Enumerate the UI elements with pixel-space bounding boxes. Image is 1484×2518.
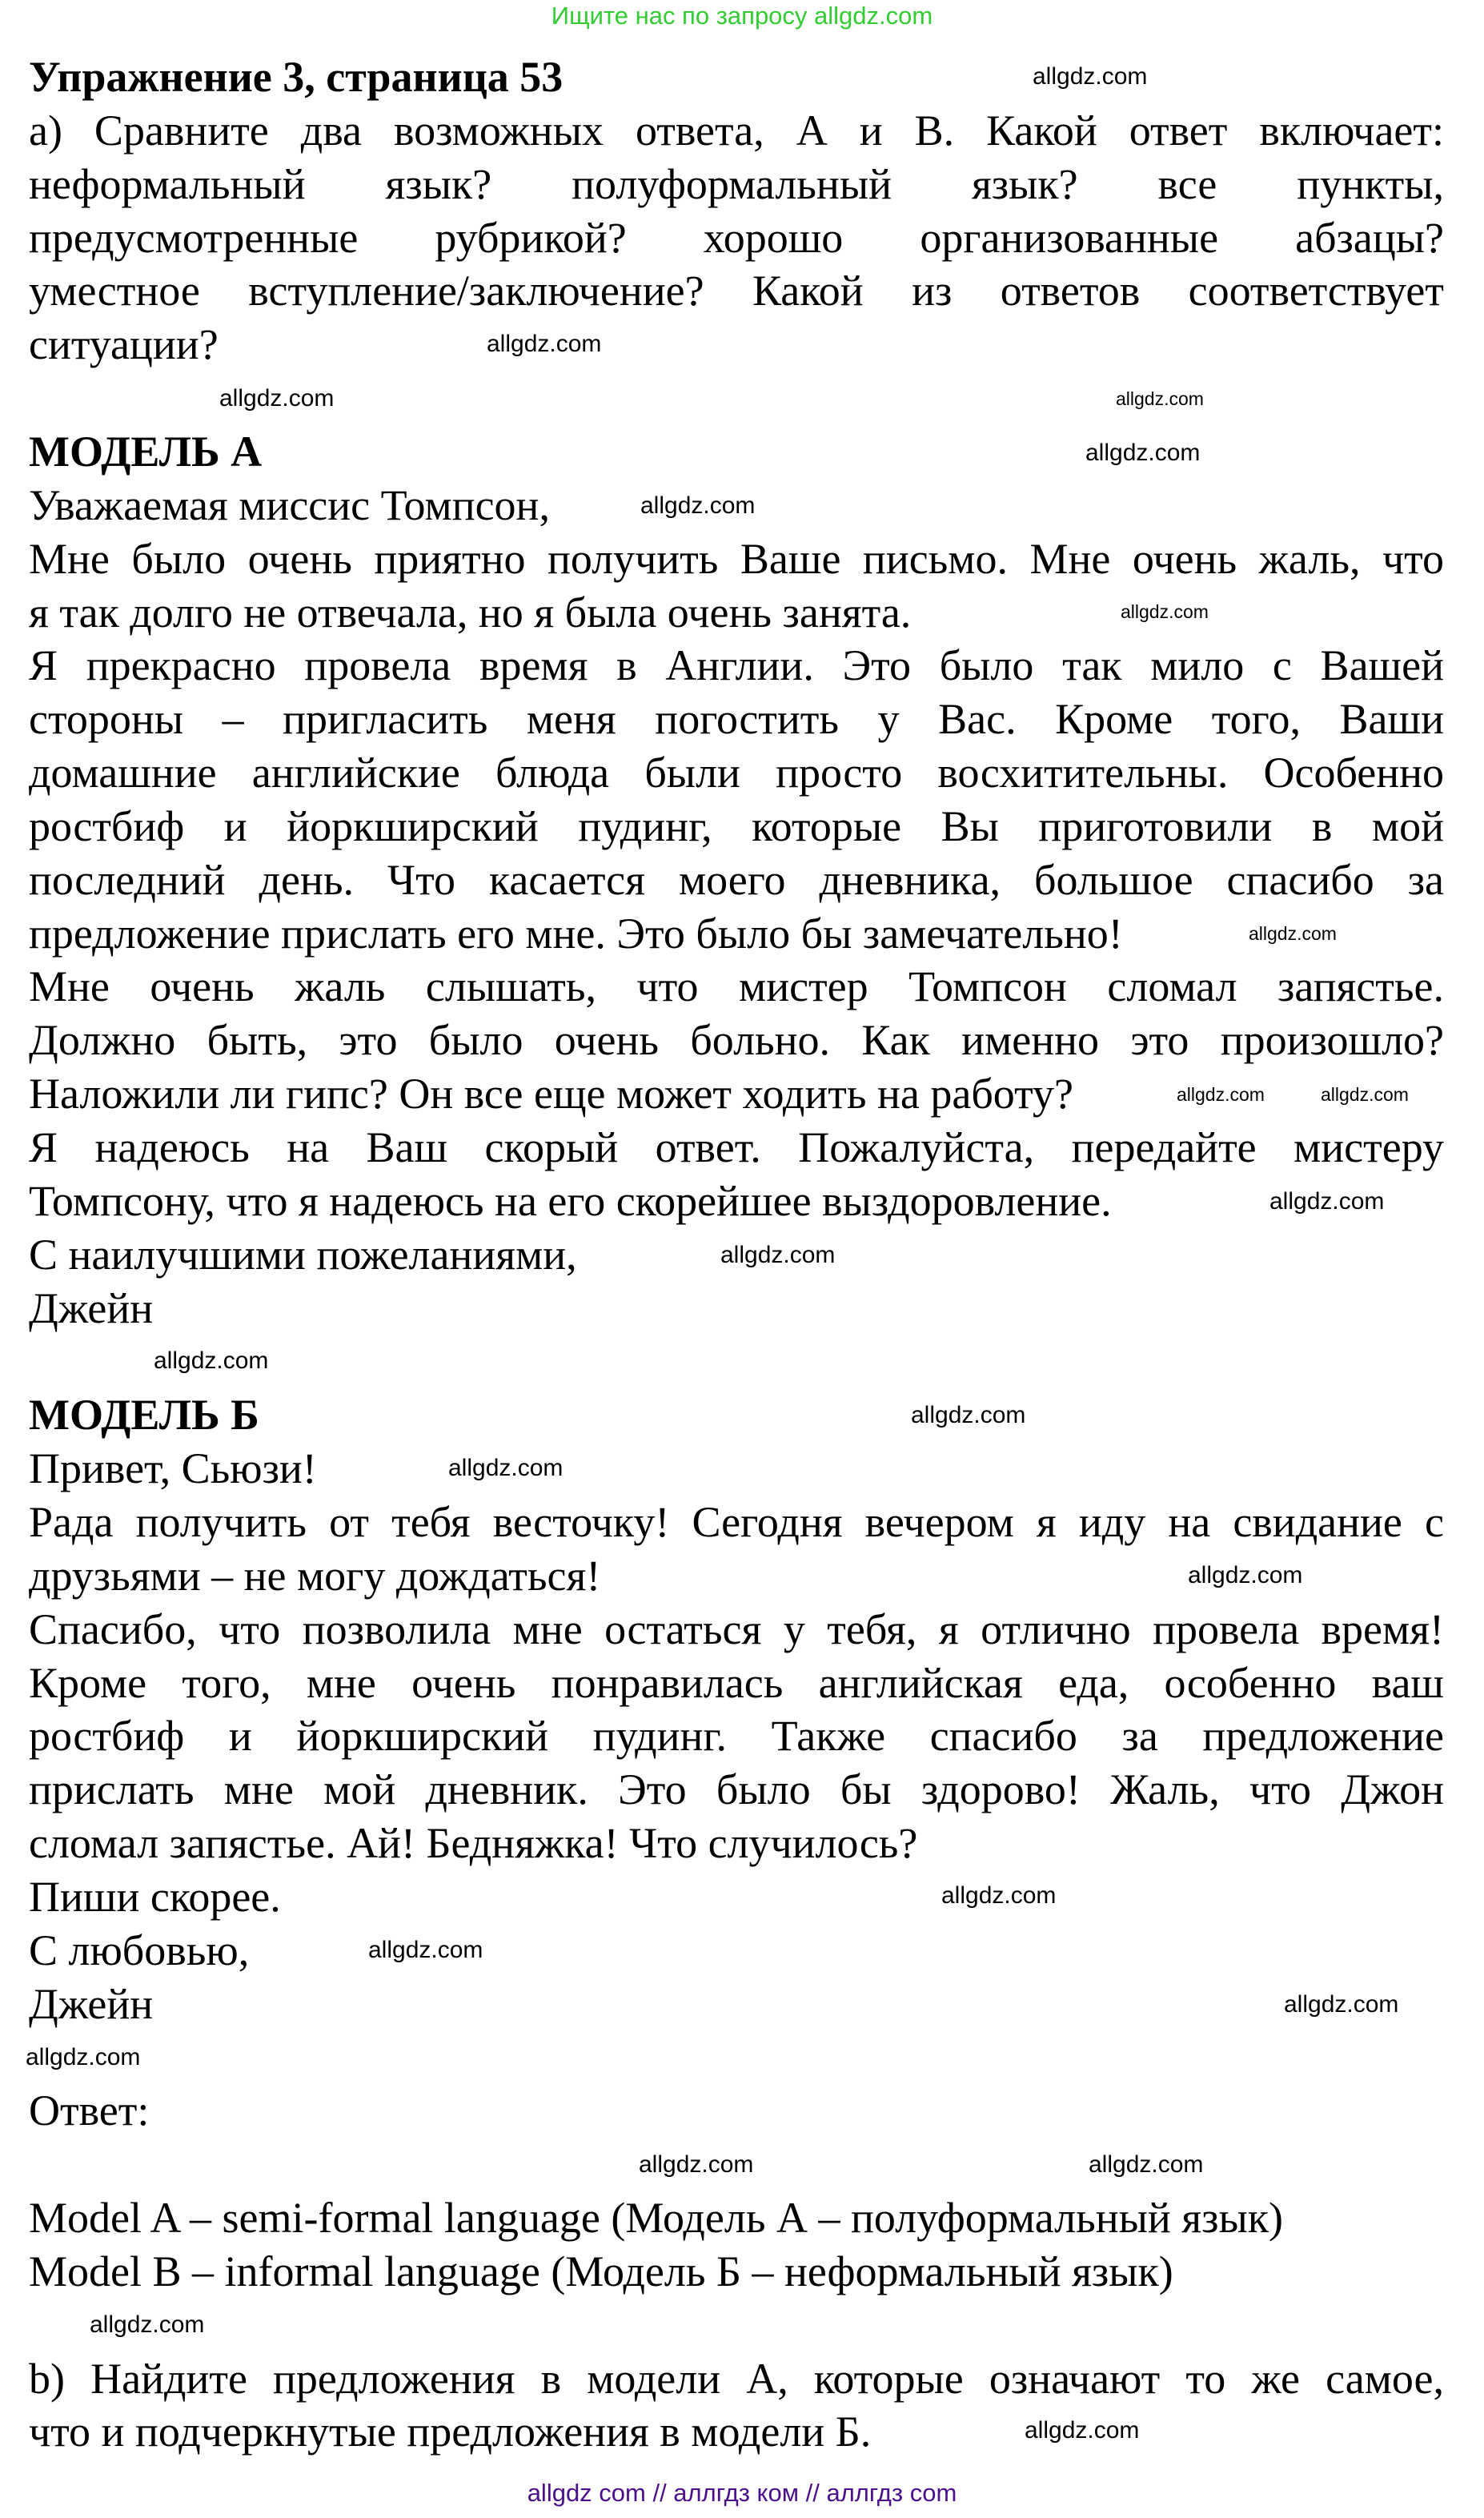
section-heading: МОДЕЛЬ А xyxy=(29,427,263,476)
text-line: Рада получить от тебя весточку! Сегодня вечером я иду на свидание с xyxy=(29,1497,1444,1546)
text-line: Джейн xyxy=(29,1283,154,1332)
text-line: Томпсону, что я надеюсь на его скорейшее выздоровление. xyxy=(29,1176,1112,1225)
text-line: Джейн xyxy=(29,1979,154,2028)
watermark: allgdz.com xyxy=(1188,1562,1303,1588)
watermark: allgdz.com xyxy=(720,1242,836,1268)
text-line: Ответ: xyxy=(29,2086,150,2135)
watermark: allgdz.com xyxy=(941,1882,1057,1909)
watermark: allgdz.com xyxy=(1321,1084,1409,1105)
text-line: Должно быть, это было очень больно. Как именно это произошло? xyxy=(29,1016,1444,1065)
text-line: сломал запястье. Ай! Бедняжка! Что случилось? xyxy=(29,1819,918,1868)
text-line: а) Сравните два возможных ответа, А и В. Какой ответ включает: xyxy=(29,106,1444,155)
text-line: Я надеюсь на Ваш скорый ответ. Пожалуйста, передайте мистеру xyxy=(29,1123,1444,1171)
text-line: я так долго не отвечала, но я была очень занята. xyxy=(29,588,912,637)
watermark: allgdz.com xyxy=(219,385,335,412)
watermark: allgdz.com xyxy=(26,2044,141,2070)
text-line: друзьями – не могу дождаться! xyxy=(29,1551,601,1600)
text-line: ситуации? xyxy=(29,320,219,369)
text-line: что и подчеркнутые предложения в модели Б. xyxy=(29,2408,872,2456)
text-line: неформальный язык? полуформальный язык? все пункты, xyxy=(29,159,1444,208)
text-line: Мне было очень приятно получить Ваше письмо. Мне очень жаль, что xyxy=(29,534,1444,583)
watermark: allgdz.com xyxy=(90,2311,205,2338)
text-line: С наилучшими пожеланиями, xyxy=(29,1230,577,1279)
watermark: allgdz.com xyxy=(368,1937,483,1963)
watermark: allgdz.com xyxy=(1085,440,1201,466)
text-line: прислать мне мой дневник. Это было бы здорово! Жаль, что Джон xyxy=(29,1765,1444,1814)
text-line: Спасибо, что позволила мне остаться у тебя, я отлично провела время! xyxy=(29,1604,1444,1653)
text-line: уместное вступление/заключение? Какой из ответов соответствует xyxy=(29,267,1444,315)
watermark: allgdz.com xyxy=(1089,2151,1204,2178)
text-line: Пиши скорее. xyxy=(29,1872,281,1921)
text-line: стороны – пригласить меня погостить у Вас. Кроме того, Ваши xyxy=(29,695,1444,744)
text-line: ростбиф и йоркширский пудинг. Также спасибо за предложение xyxy=(29,1712,1444,1761)
watermark: allgdz.com xyxy=(154,1347,269,1374)
watermark: allgdz.com xyxy=(448,1455,564,1481)
watermark: allgdz.com xyxy=(1116,388,1204,409)
watermark: allgdz.com xyxy=(487,331,602,357)
text-line: Model A – semi-formal language (Модель А – полуформальный язык) xyxy=(29,2194,1283,2242)
text-line: Уважаемая миссис Томпсон, xyxy=(29,480,550,529)
watermark: allgdz.com xyxy=(1284,1991,1399,2018)
watermark: allgdz.com xyxy=(911,1402,1026,1428)
text-line: предусмотренные рубрикой? хорошо организованные абзацы? xyxy=(29,213,1444,262)
text-line: b) Найдите предложения в модели А, которые означают то же самое, xyxy=(29,2354,1444,2403)
watermark: allgdz.com xyxy=(1033,63,1148,90)
text-line: Привет, Сьюзи! xyxy=(29,1444,317,1493)
text-line: Наложили ли гипс? Он все еще может ходить на работу? xyxy=(29,1070,1073,1118)
watermark: allgdz.com xyxy=(1177,1084,1265,1105)
text-line: Кроме того, мне очень понравилась английская еда, особенно ваш xyxy=(29,1658,1444,1707)
text-line: Model B – informal language (Модель Б – неформальный язык) xyxy=(29,2247,1173,2295)
text-line: последний день. Что касается моего дневника, большое спасибо за xyxy=(29,855,1444,904)
text-line: Я прекрасно провела время в Англии. Это было так мило с Вашей xyxy=(29,641,1444,690)
text-line: С любовью, xyxy=(29,1926,250,1974)
watermark: allgdz.com xyxy=(640,492,756,519)
watermark: allgdz.com xyxy=(1025,2417,1140,2444)
watermark: allgdz.com xyxy=(1249,923,1337,944)
watermark: allgdz.com xyxy=(1121,601,1209,622)
footer-banner: allgdz com // аллгдз ком // аллгдз com xyxy=(527,2479,957,2507)
watermark: allgdz.com xyxy=(639,2151,754,2178)
watermark: allgdz.com xyxy=(1269,1188,1385,1215)
header-banner: Ищите нас по запросу allgdz.com xyxy=(551,2,933,30)
section-heading: Упражнение 3, страница 53 xyxy=(29,53,564,101)
text-line: ростбиф и йоркширский пудинг, которые Вы приготовили в мой xyxy=(29,801,1444,850)
section-heading: МОДЕЛЬ Б xyxy=(29,1391,259,1440)
text-line: предложение прислать его мне. Это было бы замечательно! xyxy=(29,909,1123,958)
text-line: Мне очень жаль слышать, что мистер Томпсон сломал запястье. xyxy=(29,962,1444,1011)
text-line: домашние английские блюда были просто восхитительны. Особенно xyxy=(29,749,1444,797)
